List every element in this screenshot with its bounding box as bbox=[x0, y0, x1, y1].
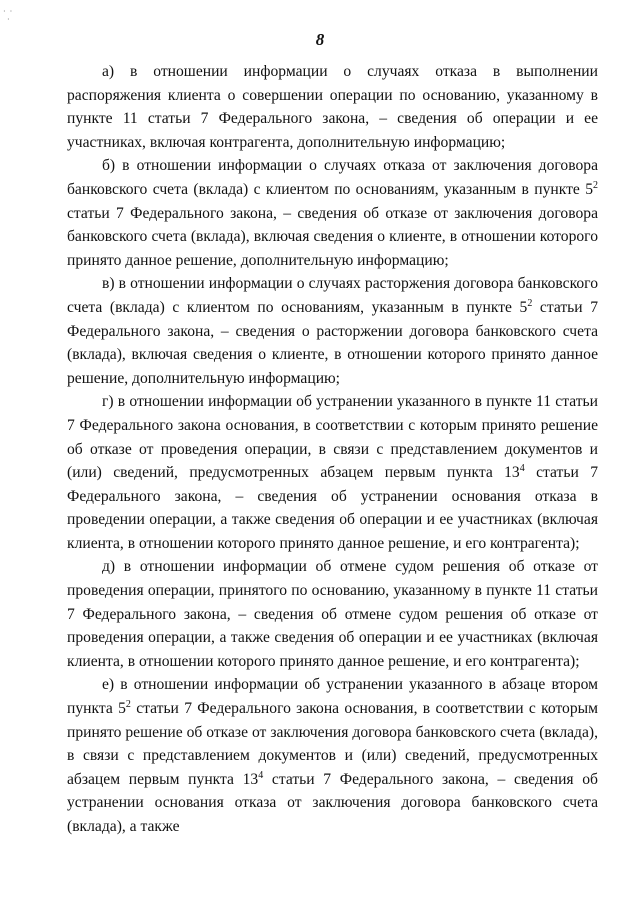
paragraph-text: д) в отношении информации об отмене судом решения об отказе от проведения операции, принятого по основанию, указанному в пункте 11 статьи 7 Федерального закона, – сведения об отмене судом решения об отказе от проведения операции, а также сведения об операции и ее участниках (включая клиента, в отношении которого принято данное решение, и его контрагента); bbox=[67, 558, 598, 670]
paragraph bbox=[67, 555, 598, 673]
paragraph bbox=[67, 154, 598, 272]
superscript: 4 bbox=[258, 769, 264, 781]
paragraph-text: е) в отношении информации об устранении указанного в абзаце втором пункта 5 bbox=[67, 676, 598, 718]
paragraph-text: статьи 7 Федерального закона, – сведения об устранении основания отказа от заключения договора банковского счета (вклада), а также bbox=[67, 770, 598, 835]
paragraph-text: статьи 7 Федерального закона, – сведения об устранении основания отказа в проведении операции, а также сведения об операции и ее участниках (включая клиента, в отношении которого принято данное решение, и его контрагента); bbox=[67, 464, 598, 552]
paragraph bbox=[67, 673, 598, 838]
paragraph-text: статьи 7 Федерального закона основания, в соответствии с которым принято решение об отказе от заключения договора банковского счета (вклада), в связи с представлением документов и (или) сведений, предусмотренных абзацем первым пункта 13 bbox=[67, 700, 598, 788]
paragraph bbox=[67, 60, 598, 154]
superscript: 4 bbox=[519, 463, 525, 475]
paragraph-text: а) в отношении информации о случаях отказа в выполнении распоряжения клиента о совершении операции по основанию, указанному в пункте 11 статьи 7 Федерального закона, – сведения об операции и ее участниках, включая контрагента, дополнительную информацию; bbox=[67, 63, 598, 151]
paragraph-text: б) в отношении информации о случаях отказа от заключения договора банковского счета (вклада) с клиентом по основаниям, указанным в пункте 5 bbox=[67, 157, 598, 198]
paragraph-text: в) в отношении информации о случаях расторжения договора банковского счета (вклада) с клиентом по основаниям, указанным в пункте 5 bbox=[67, 275, 598, 316]
superscript: 2 bbox=[527, 297, 533, 309]
paragraph bbox=[67, 390, 598, 555]
paragraph-text: г) в отношении информации об устранении указанного в пункте 11 статьи 7 Федерального закона основания, в соответствии с которым принято решение об отказе от проведения операции, в связи с представлением документов и (или) сведений, предусмотренных абзацем первым пункта 13 bbox=[67, 393, 598, 482]
page-number: 8 bbox=[315, 30, 325, 49]
paragraph-text: статьи 7 Федерального закона, – сведения о расторжении договора банковского счета (вклада), включая сведения о клиенте, в отношении которого принято данное решение, дополнительную информацию; bbox=[67, 298, 598, 387]
paragraph-text: статьи 7 Федерального закона, – сведения об отказе от заключения договора банковского счета (вклада), включая сведения о клиенте, в отношении которого принято данное решение, дополнительную информацию; bbox=[67, 204, 598, 269]
paragraph bbox=[67, 272, 598, 390]
superscript: 2 bbox=[593, 179, 598, 191]
scan-artifact-marks: · · · bbox=[3, 7, 13, 24]
superscript: 2 bbox=[125, 699, 131, 711]
document-body bbox=[67, 60, 598, 839]
